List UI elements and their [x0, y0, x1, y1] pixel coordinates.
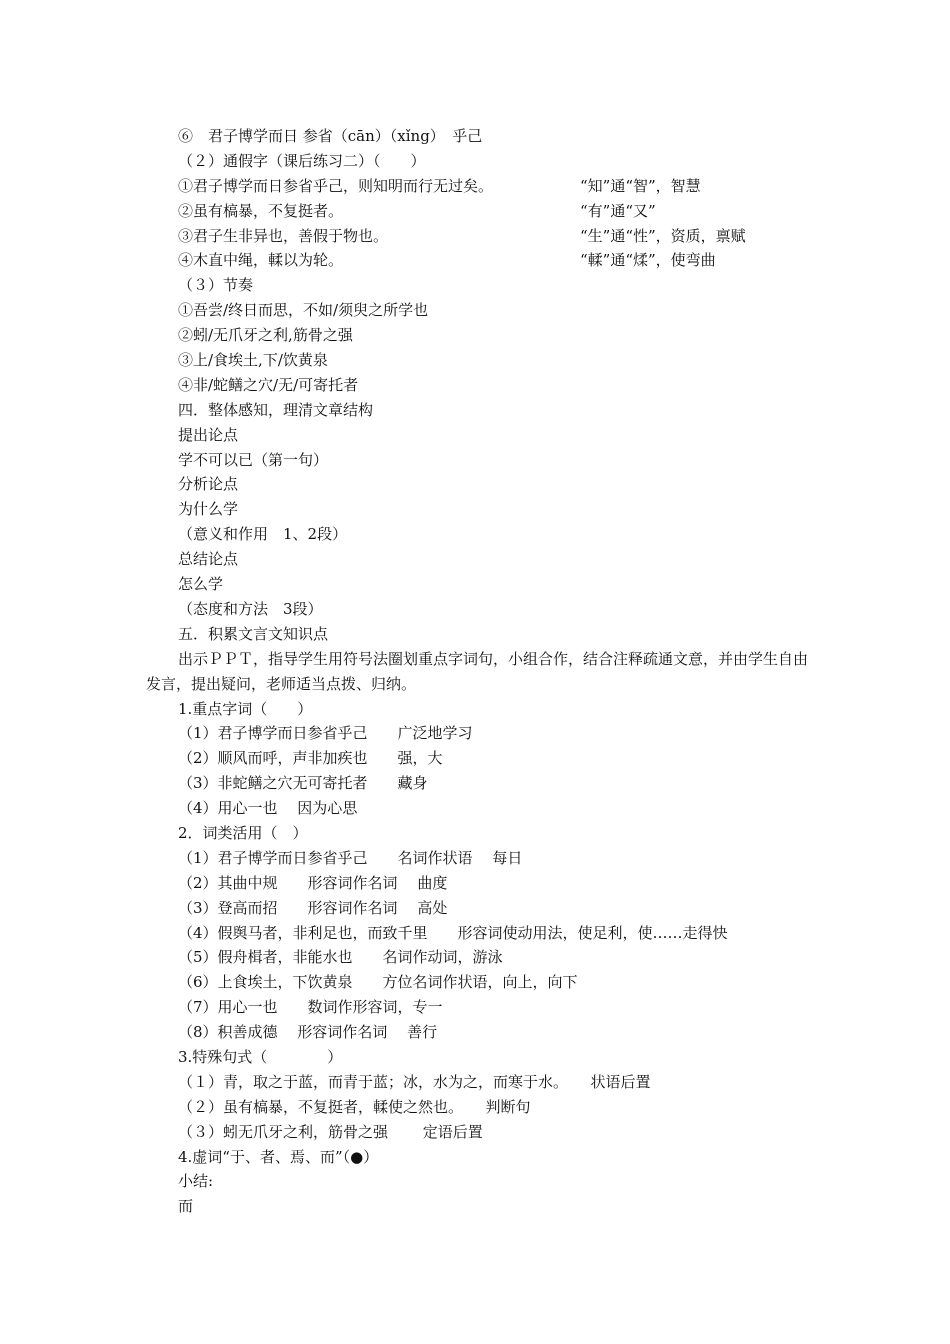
- section-heading: （３）节奏: [178, 276, 254, 295]
- sentence: ①君子博学而日参省乎己，则知明而行无过矣。: [178, 176, 494, 195]
- text-line: 提出论点: [178, 425, 239, 444]
- text-line: 小结:: [178, 1172, 214, 1191]
- text-line: （4）假舆马者，非利足也，而致千里 形容词使动用法，使足利，使……走得快: [178, 923, 728, 942]
- text-line: （态度和方法 3段）: [178, 599, 323, 618]
- section-heading: 五．积累文言文知识点: [178, 624, 329, 643]
- text-line: ③上/食埃土,下/饮黄泉: [178, 351, 328, 370]
- explanation: “知”通“智”，智慧: [580, 176, 701, 195]
- text-line: 为什么学: [178, 500, 239, 519]
- text-line: ②蚓/无爪牙之利,筋骨之强: [178, 326, 353, 345]
- text-line: （5）假舟楫者，非能水也 名词作动词，游泳: [178, 948, 503, 967]
- explanation: “生”通“性”，资质，禀赋: [580, 226, 746, 245]
- text-line: （6）上食埃土，下饮黄泉 方位名词作状语，向上，向下: [178, 973, 578, 992]
- section-heading: 四．整体感知，理清文章结构: [178, 400, 374, 419]
- text-line: （8）积善成德 形容词作名词 善行: [178, 1023, 438, 1042]
- sentence: ④木直中绳，輮以为轮。: [178, 251, 344, 270]
- text-line: （2）顺风而呼，声非加疾也 强，大: [178, 749, 443, 768]
- sentence: ②虽有槁暴，不复挺者。: [178, 201, 344, 220]
- section-heading: （２）通假字（课后练习二）（ ）: [178, 151, 426, 170]
- paragraph: 出示ＰＰＴ，指导学生用符号法圈划重点字词句，小组合作，结合注释疏通文意，并由学生自由发言，提出疑问，老师适当点拨、归纳。: [146, 649, 809, 693]
- text-line: ④非/蛇鳝之穴/无/可寄托者: [178, 375, 359, 394]
- text-line: （1）君子博学而日参省乎己 名词作状语 每日: [178, 848, 523, 867]
- text-line: （意义和作用 1、2段）: [178, 525, 348, 544]
- text-line: （１）青，取之于蓝，而青于蓝；冰，水为之，而寒于水。 状语后置: [178, 1072, 651, 1091]
- text-line: （2）其曲中规 形容词作名词 曲度: [178, 873, 448, 892]
- text-line: （２）虽有槁暴，不复挺者，輮使之然也。 判断句: [178, 1097, 531, 1116]
- text-line: （7）用心一也 数词作形容词，专一: [178, 998, 443, 1017]
- text-line: （３）蚓无爪牙之利，筋骨之强 定语后置: [178, 1122, 483, 1141]
- section-heading: 1.重点字词（ ）: [178, 699, 313, 718]
- section-heading: 4.虚词“于、者、焉、而”（●）: [178, 1147, 379, 1166]
- text-line: （4）用心一也 因为心思: [178, 799, 358, 818]
- sentence: ③君子生非异也，善假于物也。: [178, 226, 389, 245]
- text-line: [146, 248, 816, 273]
- explanation: “輮”通“煣”，使弯曲: [580, 251, 716, 270]
- text-line: 而: [178, 1197, 194, 1216]
- document-body: [146, 124, 816, 1219]
- text-line: 总结论点: [178, 550, 239, 569]
- text-line: （3）非蛇鳝之穴无可寄托者 藏身: [178, 774, 428, 793]
- text-line: ⑥ 君子博学而日 参省（cān）（xǐng） 乎己: [178, 127, 483, 145]
- text-line: 分析论点: [178, 475, 239, 494]
- text-line: [146, 174, 816, 199]
- text-line: [146, 199, 816, 224]
- section-heading: 3.特殊句式（ ）: [178, 1047, 343, 1066]
- text-line: （1）君子博学而日参省乎己 广泛地学习: [178, 724, 473, 743]
- text-line: 学不可以已（第一句）: [178, 450, 329, 469]
- section-heading: 2．词类活用（ ）: [178, 823, 308, 842]
- text-line: （3）登高而招 形容词作名词 高处: [178, 898, 448, 917]
- explanation: “有”通“又”: [580, 201, 656, 220]
- text-line: 怎么学: [178, 575, 224, 594]
- text-line: [146, 224, 816, 249]
- text-line: ①吾尝/终日而思，不如/须臾之所学也: [178, 301, 429, 320]
